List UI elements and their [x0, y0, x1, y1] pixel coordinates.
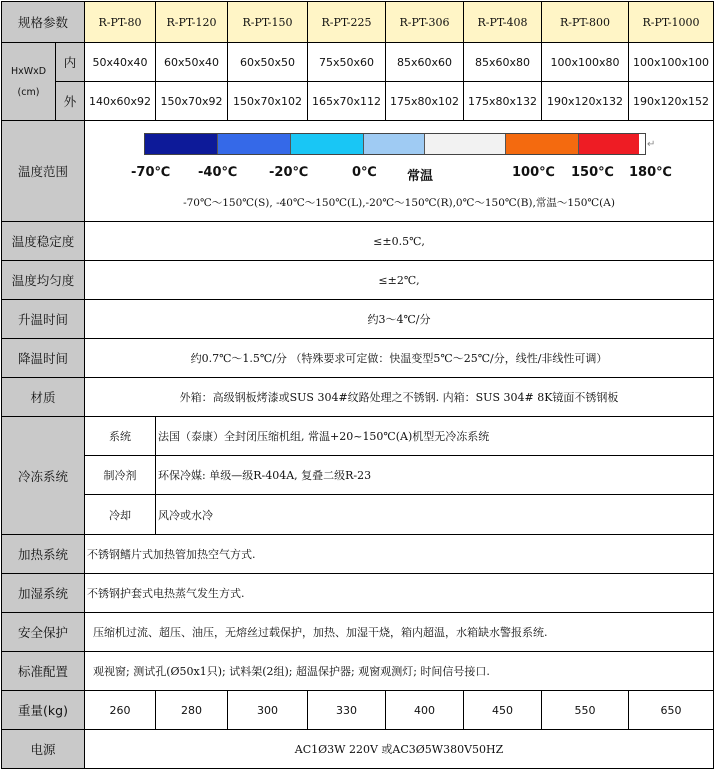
refrigeration-sub-value: 法国（泰康）全封闭压缩机组, 常温+20~150℃(A)机型无冷冻系统 — [156, 417, 714, 456]
heating-system-label: 加热系统 — [2, 535, 85, 574]
model-header: R-PT-306 — [386, 2, 464, 43]
temp-tick-label: 0℃ — [352, 165, 377, 180]
inner-dim: 100x100x100 — [629, 43, 714, 82]
temp-segment — [579, 134, 639, 154]
outer-label: 外 — [56, 82, 85, 121]
heating-rate-value: 约3～4℃/分 — [85, 300, 714, 339]
temp-range-label: 温度范围 — [2, 121, 85, 222]
header-label: 规格参数 — [2, 2, 85, 43]
temp-segment — [145, 134, 218, 154]
outer-dim: 175x80x132 — [464, 82, 542, 121]
temp-color-bar — [144, 133, 646, 155]
standard-config-value: 观视窗; 测试孔(Ø50x1只); 试料架(2组); 超温保护器; 观窗观测灯; 时间信号接口. — [85, 652, 714, 691]
temp-segment — [506, 134, 579, 154]
heating-rate-label: 升温时间 — [2, 300, 85, 339]
power-value: AC1Ø3W 220V 或AC3Ø5W380V50HZ — [85, 730, 714, 769]
weight-value: 260 — [85, 691, 156, 730]
dims-label — [2, 43, 56, 121]
outer-dim: 140x60x92 — [85, 82, 156, 121]
weight-value: 450 — [464, 691, 542, 730]
weight-value: 280 — [156, 691, 228, 730]
heating-system-value: 不锈钢鳍片式加热管加热空气方式. — [85, 535, 714, 574]
weight-value: 550 — [542, 691, 629, 730]
dims-label-top: HxWxD — [10, 65, 47, 77]
temp-scale — [85, 121, 713, 221]
model-header: R-PT-120 — [156, 2, 228, 43]
model-header: R-PT-1000 — [629, 2, 714, 43]
refrigeration-sub-label: 系统 — [85, 417, 156, 456]
stability-label: 温度稳定度 — [2, 222, 85, 261]
inner-dim: 85x60x60 — [386, 43, 464, 82]
temp-tick-label: -40℃ — [198, 165, 238, 180]
inner-dim: 60x50x40 — [156, 43, 228, 82]
humidifying-system-label: 加湿系统 — [2, 574, 85, 613]
weight-value: 300 — [228, 691, 308, 730]
temp-segment — [364, 134, 425, 154]
return-arrow-icon: ↵ — [647, 139, 656, 150]
standard-config-label: 标准配置 — [2, 652, 85, 691]
temp-segment — [218, 134, 291, 154]
inner-label: 内 — [56, 43, 85, 82]
refrigeration-label: 冷冻系统 — [2, 417, 85, 535]
uniformity-value: ≤±2℃, — [85, 261, 714, 300]
uniformity-label: 温度均匀度 — [2, 261, 85, 300]
inner-dim: 85x60x80 — [464, 43, 542, 82]
safety-label: 安全保护 — [2, 613, 85, 652]
refrigeration-sub-value: 风冷或水冷 — [156, 495, 714, 535]
temp-tick-label: 常温 — [407, 169, 434, 184]
outer-dim: 190x120x132 — [542, 82, 629, 121]
refrigeration-sub-label: 制冷剂 — [85, 456, 156, 495]
model-header: R-PT-80 — [85, 2, 156, 43]
spec-table — [1, 1, 714, 769]
cooling-rate-label: 降温时间 — [2, 339, 85, 378]
temp-tick-label: 180℃ — [629, 165, 672, 180]
refrigeration-sub-value: 环保冷媒: 单级—级R-404A, 复叠二级R-23 — [156, 456, 714, 495]
temp-tick-label: 100℃ — [512, 165, 555, 180]
outer-dim: 190x120x152 — [629, 82, 714, 121]
dims-label-bottom: (cm) — [17, 86, 40, 98]
temp-range-types: -70℃～150℃(S), -40℃～150℃(L),-20℃～150℃(R),0℃～150℃(B),常温～150℃(A) — [183, 197, 615, 209]
temp-tick-label: -20℃ — [269, 165, 309, 180]
weight-value: 400 — [386, 691, 464, 730]
humidifying-system-value: 不锈钢护套式电热蒸气发生方式. — [85, 574, 714, 613]
temp-segment — [425, 134, 506, 154]
material-value: 外箱：高级钢板烤漆或SUS 304#纹路处理之不锈钢. 内箱：SUS 304# 8K镜面不锈钢板 — [85, 378, 714, 417]
safety-value: 压缩机过流、超压、油压，无熔丝过载保护，加热、加湿干烧，箱内超温，水箱缺水警报系统. — [85, 613, 714, 652]
model-header: R-PT-225 — [308, 2, 386, 43]
power-label: 电源 — [2, 730, 85, 769]
temp-tick-label: 150℃ — [571, 165, 614, 180]
weight-value: 650 — [629, 691, 714, 730]
inner-dim: 50x40x40 — [85, 43, 156, 82]
temp-range-cell — [85, 121, 714, 222]
temp-segment — [291, 134, 364, 154]
outer-dim: 150x70x92 — [156, 82, 228, 121]
cooling-rate-value: 约0.7℃～1.5℃/分 （特殊要求可定做：快温变型5℃～25℃/分，线性/非线性可调） — [85, 339, 714, 378]
weight-label: 重量(kg) — [2, 691, 85, 730]
material-label: 材质 — [2, 378, 85, 417]
stability-value: ≤±0.5℃, — [85, 222, 714, 261]
model-header: R-PT-800 — [542, 2, 629, 43]
outer-dim: 175x80x102 — [386, 82, 464, 121]
inner-dim: 100x100x80 — [542, 43, 629, 82]
refrigeration-sub-label: 冷却 — [85, 495, 156, 535]
inner-dim: 75x50x60 — [308, 43, 386, 82]
weight-value: 330 — [308, 691, 386, 730]
temp-tick-label: -70℃ — [131, 165, 171, 180]
inner-dim: 60x50x50 — [228, 43, 308, 82]
outer-dim: 165x70x112 — [308, 82, 386, 121]
model-header: R-PT-150 — [228, 2, 308, 43]
outer-dim: 150x70x102 — [228, 82, 308, 121]
model-header: R-PT-408 — [464, 2, 542, 43]
